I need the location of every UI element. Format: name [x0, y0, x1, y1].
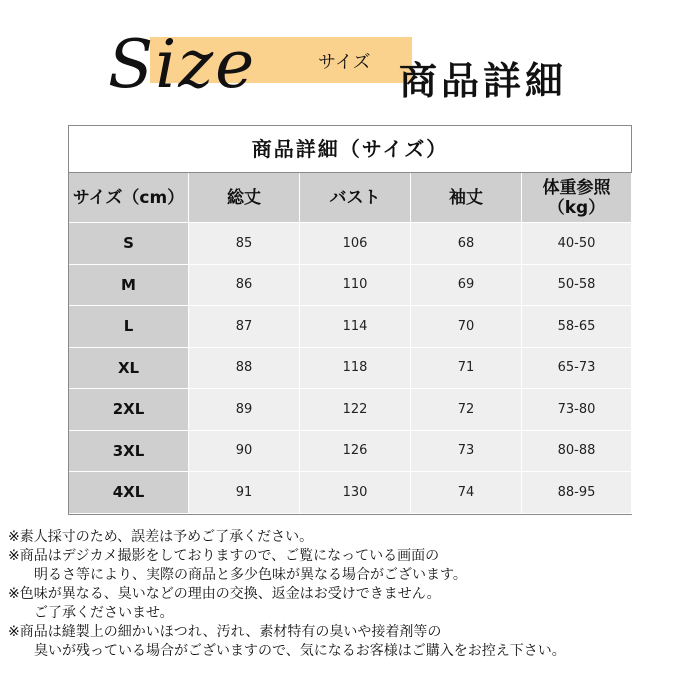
row-length: 86 [189, 265, 300, 307]
row-weight: 80-88 [522, 431, 632, 473]
note-line: 明るさ等により、実際の商品と多少色味が異なる場合がございます。 [34, 567, 467, 583]
note-line: ※商品はデジカメ撮影をしておりますので、ご覧になっている画面の [8, 548, 440, 564]
note-line: ※商品は縫製上の細かいほつれ、汚れ、素材特有の臭いや接着剤等の [8, 624, 442, 640]
row-size: XL [69, 348, 189, 390]
row-weight: 88-95 [522, 472, 632, 514]
size-table [68, 125, 632, 515]
row-bust: 106 [300, 223, 411, 265]
row-length: 88 [189, 348, 300, 390]
row-size: 3XL [69, 431, 189, 473]
row-weight: 40-50 [522, 223, 632, 265]
row-length: 90 [189, 431, 300, 473]
row-weight: 65-73 [522, 348, 632, 390]
row-bust: 110 [300, 265, 411, 307]
header-length: 総丈 [189, 173, 300, 223]
note-line: ご了承くださいませ。 [34, 605, 174, 621]
note-line: ※素人採寸のため、誤差は予めご了承ください。 [8, 529, 314, 545]
row-sleeve: 68 [411, 223, 522, 265]
row-sleeve: 69 [411, 265, 522, 307]
row-weight: 50-58 [522, 265, 632, 307]
size-script-title: Size [108, 26, 257, 103]
row-size: L [69, 306, 189, 348]
row-size: 4XL [69, 472, 189, 514]
row-size: S [69, 223, 189, 265]
note-line: 臭いが残っている場合がございますので、気になるお客様はご購入をお控え下さい。 [34, 643, 566, 659]
row-weight: 58-65 [522, 306, 632, 348]
product-details-title: 商品詳細 [399, 59, 568, 103]
size-subtitle: サイズ [318, 52, 371, 73]
row-bust: 126 [300, 431, 411, 473]
row-sleeve: 73 [411, 431, 522, 473]
header-weight-unit: （kg） [547, 197, 606, 218]
row-length: 85 [189, 223, 300, 265]
page-header [0, 0, 700, 115]
row-sleeve: 71 [411, 348, 522, 390]
row-bust: 114 [300, 306, 411, 348]
row-sleeve: 74 [411, 472, 522, 514]
row-length: 89 [189, 389, 300, 431]
row-weight: 73-80 [522, 389, 632, 431]
row-size: M [69, 265, 189, 307]
row-bust: 130 [300, 472, 411, 514]
row-sleeve: 70 [411, 306, 522, 348]
note-line: ※色味が異なる、臭いなどの理由の交換、返金はお受けできません。 [8, 586, 441, 602]
row-size: 2XL [69, 389, 189, 431]
header-sleeve: 袖丈 [411, 173, 522, 223]
header-weight [522, 173, 632, 223]
row-bust: 118 [300, 348, 411, 390]
row-sleeve: 72 [411, 389, 522, 431]
header-size: サイズ（cm） [69, 173, 189, 223]
row-length: 87 [189, 306, 300, 348]
header-bust: バスト [300, 173, 411, 223]
header-weight-label: 体重参照 [542, 177, 611, 198]
table-caption: 商品詳細（サイズ） [69, 126, 631, 173]
row-length: 91 [189, 472, 300, 514]
row-bust: 122 [300, 389, 411, 431]
size-grid [69, 173, 631, 514]
notes [8, 528, 692, 661]
